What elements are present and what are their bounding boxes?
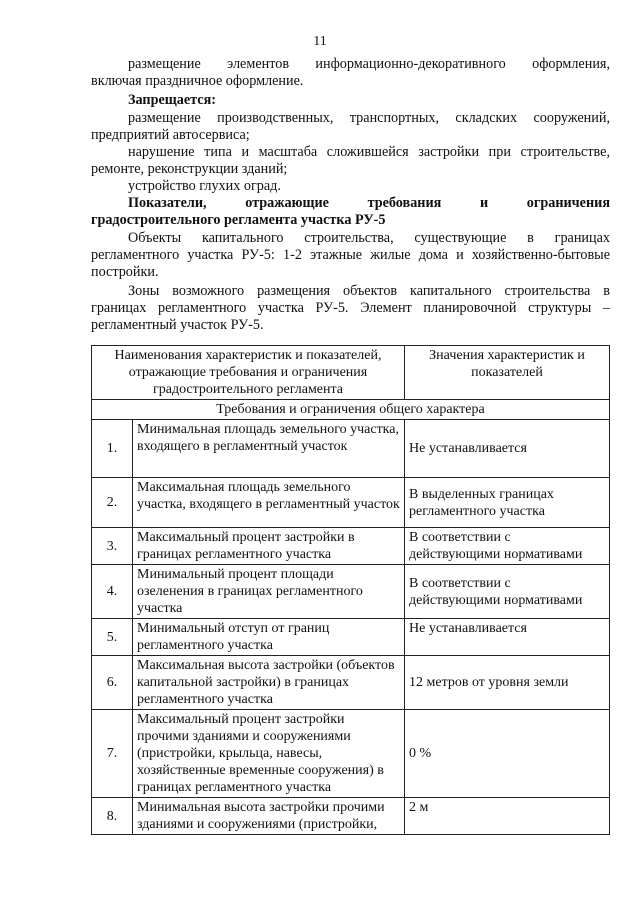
paragraph-line: предприятий автосервиса; <box>91 127 250 143</box>
table-row <box>92 478 610 528</box>
row-description: Минимальный процент площади озеленения в границах регламентного участка <box>133 565 405 619</box>
table-header-right: Значения характеристик и показателей <box>405 346 610 400</box>
row-description: Максимальный процент застройки в границах регламентного участка <box>133 528 405 565</box>
row-number: 5. <box>92 619 133 656</box>
row-number: 1. <box>92 420 133 478</box>
table-row <box>92 798 610 835</box>
table-row <box>92 619 610 656</box>
paragraph-line: постройки. <box>91 264 159 280</box>
row-number: 4. <box>92 565 133 619</box>
row-number: 3. <box>92 528 133 565</box>
table-row <box>92 710 610 798</box>
table-row <box>92 528 610 565</box>
row-value: В выделенных границах регламентного участка <box>405 478 610 528</box>
table-row <box>92 565 610 619</box>
row-value: Не устанавливается <box>405 420 610 478</box>
table-header-row <box>92 346 610 400</box>
row-description: Минимальный отступ от границ регламентного участка <box>133 619 405 656</box>
table-section-row <box>92 400 610 420</box>
paragraph-line: регламентный участок РУ-5. <box>91 317 264 333</box>
row-description: Минимальная площадь земельного участка, входящего в регламентный участок <box>133 420 405 478</box>
row-number: 6. <box>92 656 133 710</box>
section-heading: Показатели, отражающие требования и ограничения <box>128 195 610 211</box>
row-description: Максимальная площадь земельного участка, входящего в регламентный участок <box>133 478 405 528</box>
row-value: В соответствии с действующими нормативами <box>405 565 610 619</box>
table-header-left: Наименования характеристик и показателей, отражающие требования и ограничения градостроительного регламента <box>92 346 405 400</box>
row-description: Минимальная высота застройки прочими зданиями и сооружениями (пристройки, <box>133 798 405 835</box>
row-number: 8. <box>92 798 133 835</box>
paragraph-line: Зоны возможного размещения объектов капитального строительства в <box>128 283 610 299</box>
paragraph-line: включая праздничное оформление. <box>91 73 304 89</box>
paragraph-line: размещение производственных, транспортных, складских сооружений, <box>128 110 610 126</box>
section-heading: Запрещается: <box>128 92 216 108</box>
paragraph-line: регламентного участка РУ-5: 1-2 этажные жилые дома и хозяйственно-бытовые <box>91 247 610 263</box>
page-number: 11 <box>313 34 327 49</box>
row-value: 2 м <box>405 798 610 835</box>
row-value: Не устанавливается <box>405 619 610 656</box>
table-section-title: Требования и ограничения общего характера <box>92 400 610 420</box>
section-heading: градостроительного регламента участка РУ-5 <box>91 212 386 228</box>
paragraph-line: ремонте, реконструкции зданий; <box>91 161 288 177</box>
row-value: В соответствии с действующими нормативами <box>405 528 610 565</box>
row-value: 0 % <box>405 710 610 798</box>
regulation-table <box>91 345 610 835</box>
paragraph-line: устройство глухих оград. <box>128 178 281 194</box>
row-number: 2. <box>92 478 133 528</box>
row-number: 7. <box>92 710 133 798</box>
paragraph-line: границах регламентного участка РУ-5. Элемент планировочной структуры – <box>91 300 610 316</box>
table-row <box>92 656 610 710</box>
row-description: Максимальная высота застройки (объектов капитальной застройки) в границах регламентного участка <box>133 656 405 710</box>
paragraph-line: нарушение типа и масштаба сложившейся застройки при строительстве, <box>128 144 610 160</box>
paragraph-line: Объекты капитального строительства, существующие в границах <box>128 230 610 246</box>
table-row <box>92 420 610 478</box>
row-value: 12 метров от уровня земли <box>405 656 610 710</box>
paragraph-line: размещение элементов информационно-декоративного оформления, <box>128 56 610 72</box>
row-description: Максимальный процент застройки прочими зданиями и сооружениями (пристройки, крыльца, навесы, хозяйственные временные сооружения) в границах регламентного участка <box>133 710 405 798</box>
